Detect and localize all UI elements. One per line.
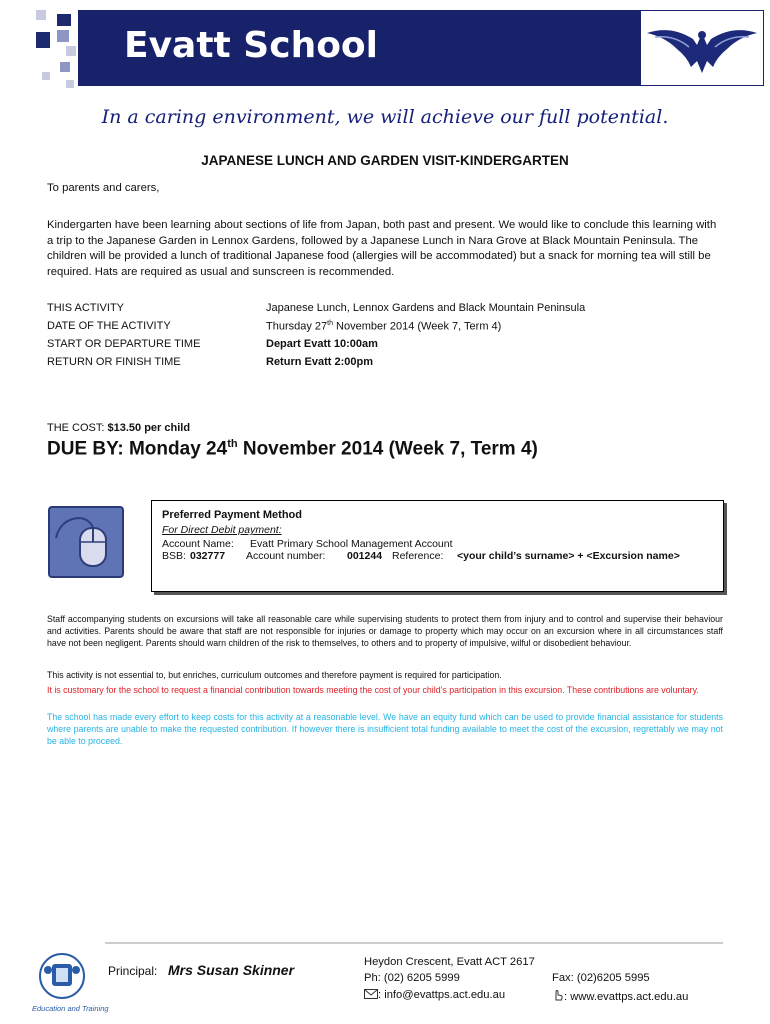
- principal-label: Principal:: [108, 964, 158, 978]
- account-number-value: 001244: [347, 550, 383, 562]
- payment-box: [151, 500, 724, 592]
- reference-value: <your child’s surname> + <Excursion name>: [457, 550, 680, 562]
- school-email[interactable]: : info@evattps.act.edu.au: [364, 989, 505, 1001]
- school-fax: Fax: (02)6205 5995: [552, 972, 650, 984]
- school-logo: [640, 10, 764, 86]
- dept-label: Education and Training: [32, 1004, 109, 1013]
- activity-label: THIS ACTIVITY: [47, 302, 125, 314]
- school-name: Evatt School: [124, 25, 379, 66]
- envelope-icon: [364, 989, 378, 999]
- return-value: Return Evatt 2:00pm: [266, 356, 373, 368]
- cost-line: THE COST: $13.50 per child: [47, 422, 191, 434]
- payment-title: Preferred Payment Method: [162, 509, 302, 521]
- return-label: RETURN OR FINISH TIME: [47, 356, 181, 368]
- account-name-label: Account Name:: [162, 538, 234, 550]
- principal-name: Mrs Susan Skinner: [168, 962, 295, 978]
- date-label: DATE OF THE ACTIVITY: [47, 320, 171, 332]
- due-date: DUE BY: Monday 24th November 2014 (Week 7, Term 4): [47, 438, 538, 460]
- school-website[interactable]: : www.evattps.act.edu.au: [552, 989, 688, 1003]
- essential-note: This activity is not essential to, but enriches, curriculum outcomes and therefore payment is required for participation.: [47, 670, 502, 680]
- letter-title: JAPANESE LUNCH AND GARDEN VISIT-KINDERGARTEN: [201, 153, 569, 168]
- reference-label: Reference:: [392, 550, 444, 562]
- school-motto: In a caring environment, we will achieve our full potential.: [101, 106, 669, 128]
- salutation: To parents and carers,: [47, 182, 160, 194]
- equity-note: The school has made every effort to keep costs for this activity at a reasonable level. We have an equity fund which can be used to provide financial assistance for students where parents are unable to make the requested contribution. If however there is insufficient total funding available to meet the cost of the excursion, regrettably we may not be able to proceed.: [47, 712, 723, 747]
- crest-icon: [34, 950, 102, 1008]
- payment-subtitle: For Direct Debit payment:: [162, 524, 282, 536]
- account-number-label: Account number:: [246, 550, 326, 562]
- footer-divider: [105, 942, 723, 944]
- bsb-value: 032777: [190, 550, 226, 562]
- start-label: START OR DEPARTURE TIME: [47, 338, 201, 350]
- activity-value: Japanese Lunch, Lennox Gardens and Black Mountain Peninsula: [266, 302, 586, 314]
- start-value: Depart Evatt 10:00am: [266, 338, 378, 350]
- bsb-label: BSB:: [162, 550, 186, 562]
- pointing-hand-icon: [552, 989, 564, 1001]
- school-address: Heydon Crescent, Evatt ACT 2617: [364, 956, 535, 968]
- eagle-logo-icon: [641, 11, 763, 85]
- header-banner: [78, 10, 640, 86]
- act-crest: [34, 950, 102, 1008]
- letter-body: Kindergarten have been learning about sections of life from Japan, both past and present. We would like to conclude this learning with a trip to the Japanese Garden in Lennox Gardens, followed by a Japanese Lunch in Nara Grove at Black Mountain Peninsula. The children will be provided a lunch of traditional Japanese food (allergies will be accommodated) but a snack for morning tea will still be required. Hats are required as usual and sunscreen is recommended.: [47, 219, 717, 278]
- school-phone: Ph: (02) 6205 5999: [364, 972, 460, 984]
- account-name-value: Evatt Primary School Management Account: [250, 538, 453, 550]
- staff-note: Staff accompanying students on excursions will take all reasonable care while supervising students to protect them from injury and to control and supervise their behaviour and activities. Parents should be aware that staff are not responsible for injuries or damage to property which may occur on an excursion where in all circumstances staff have not been negligent. Parents should warn children of the risk to themselves, to others and to property of impulsive, wilful or disobedient behaviour.: [47, 614, 723, 649]
- date-value: Thursday 27th November 2014 (Week 7, Term 4): [266, 320, 502, 333]
- payment-tile: [48, 506, 124, 578]
- computer-mouse-icon: [50, 508, 122, 576]
- contribution-note: It is customary for the school to request a financial contribution towards meeting the cost of your child’s participation in this excursion. These contributions are voluntary.: [47, 685, 699, 695]
